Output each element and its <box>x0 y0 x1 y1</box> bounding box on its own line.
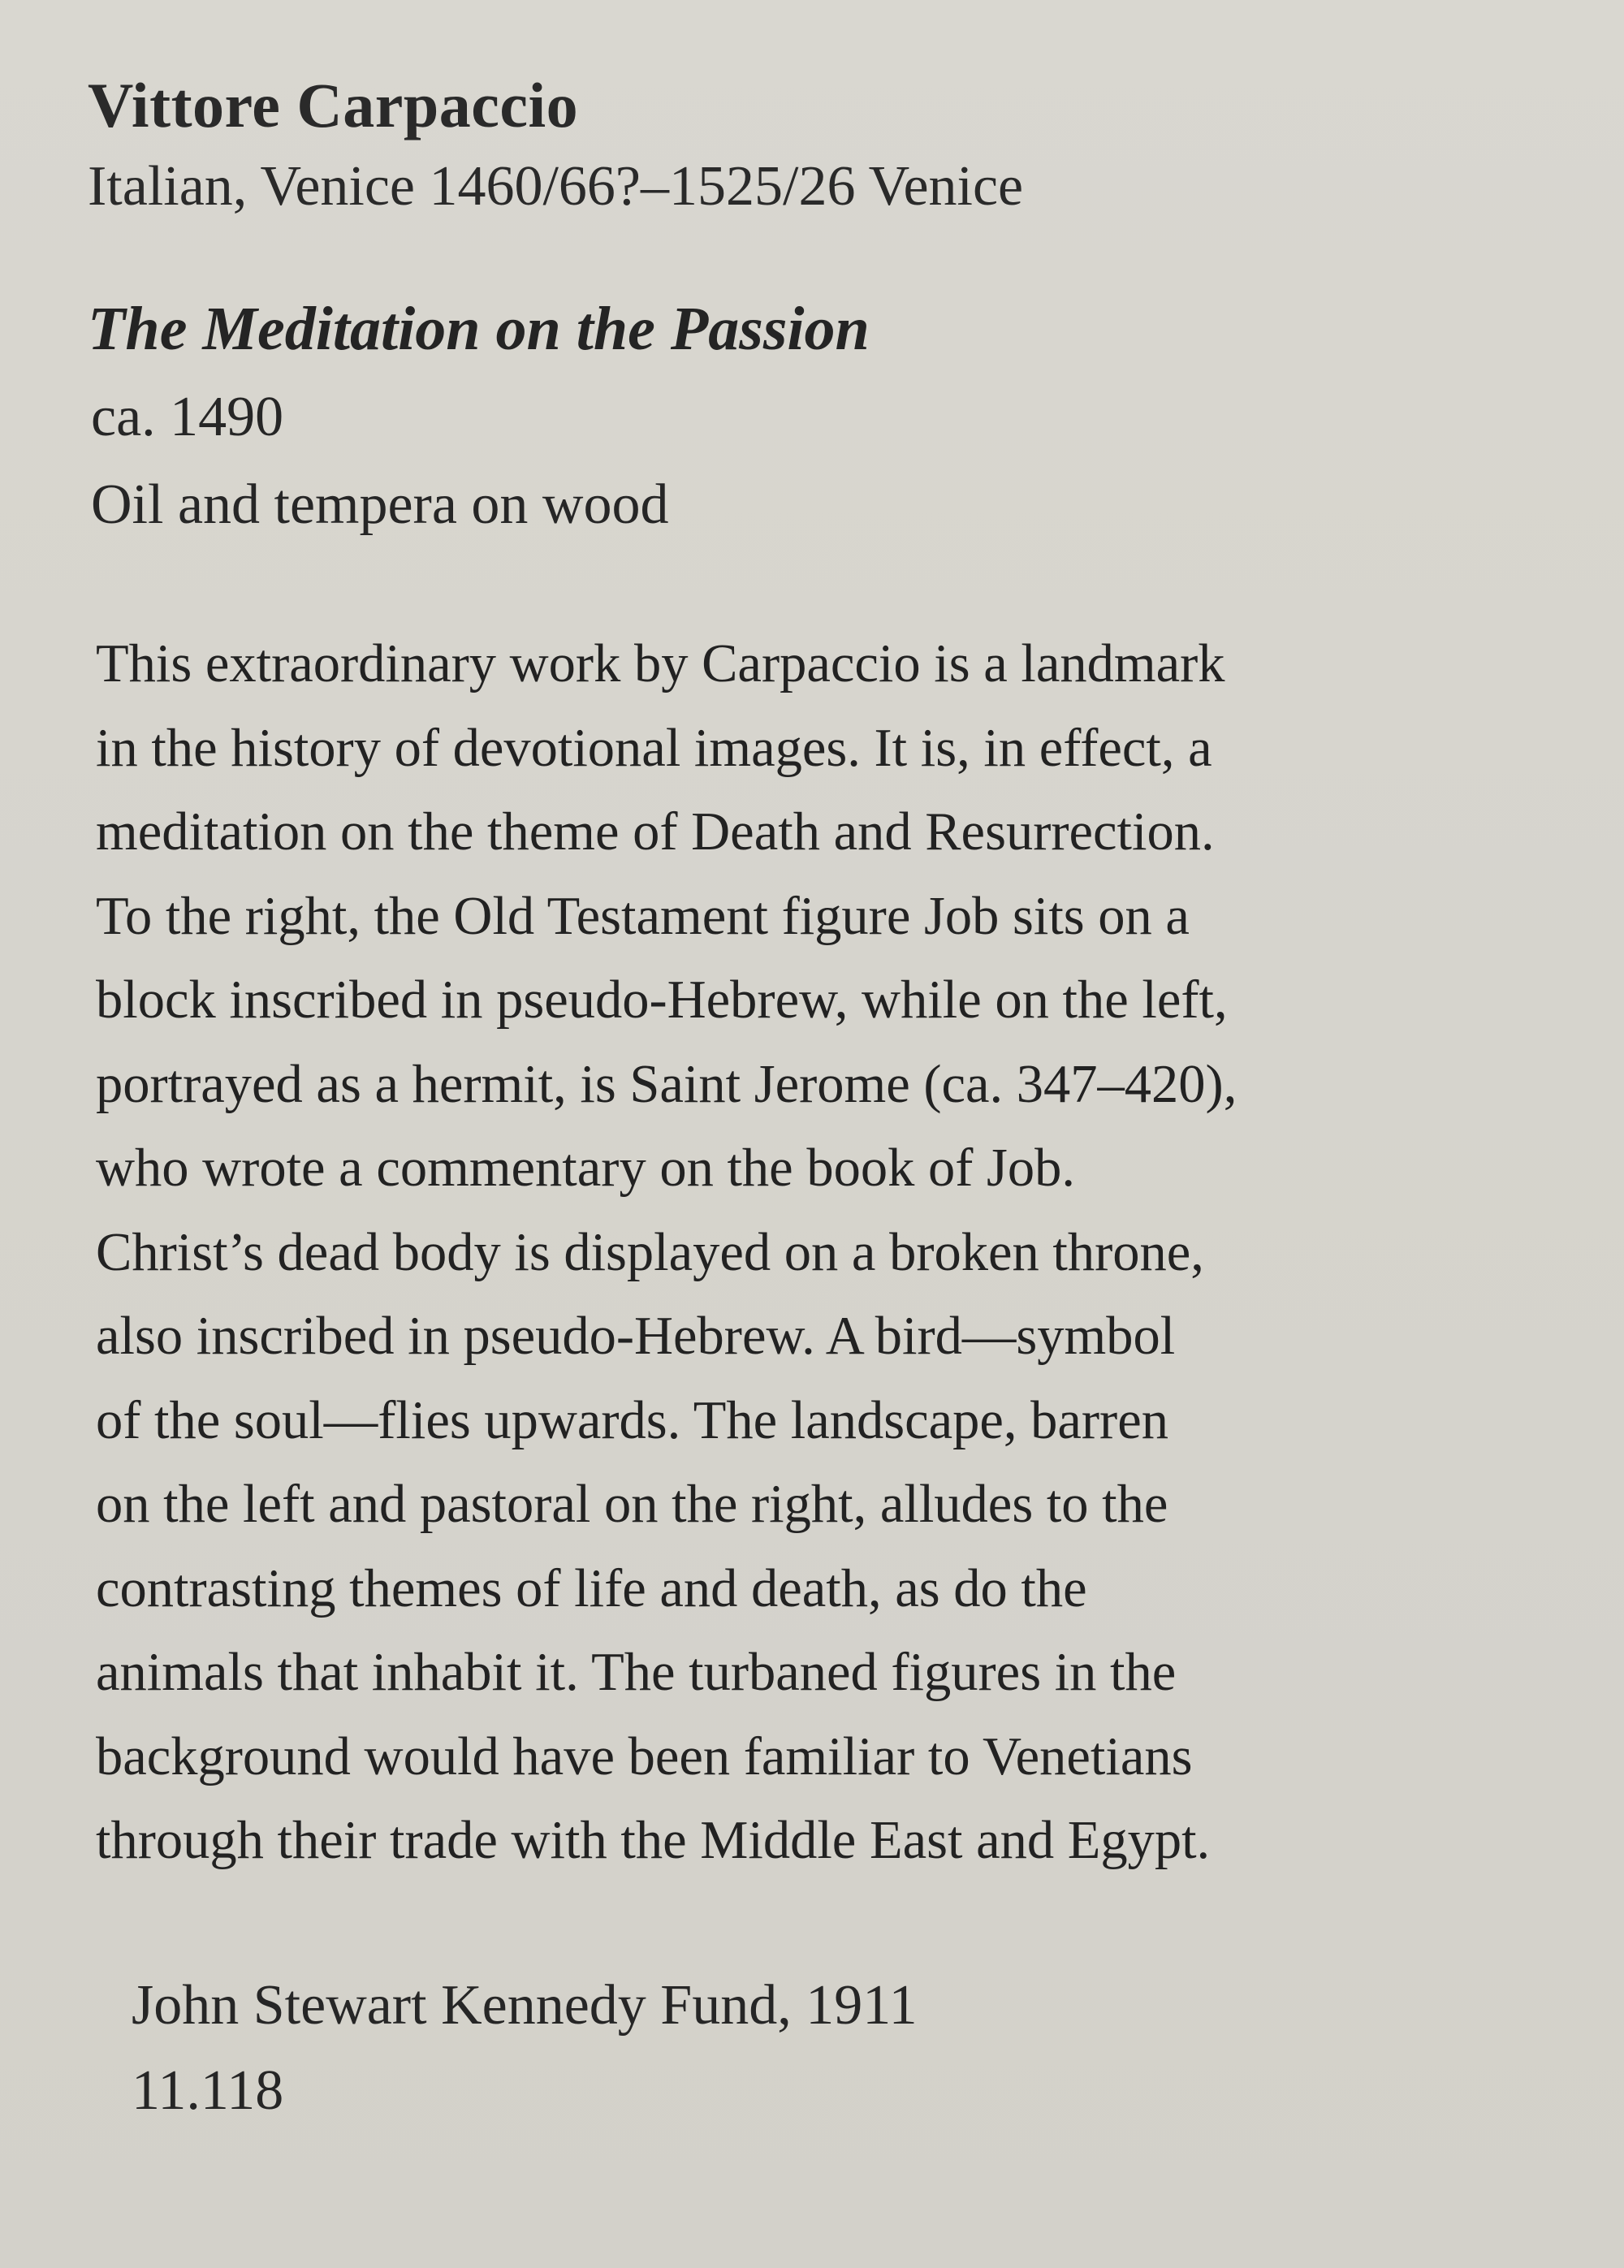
description-line: who wrote a commentary on the book of Job. <box>96 1138 1075 1198</box>
artwork-title: The Meditation on the Passion <box>88 295 870 363</box>
artist-block <box>88 65 1543 227</box>
description-line: contrasting themes of life and death, as do the <box>96 1558 1087 1618</box>
accession-number: 11.118 <box>132 2058 284 2122</box>
description-line: Christ’s dead body is displayed on a broken throne, <box>96 1222 1204 1282</box>
description-line: through their trade with the Middle East and Egypt. <box>96 1811 1211 1870</box>
description-line: on the left and pastoral on the right, alludes to the <box>96 1475 1168 1534</box>
description-line: meditation on the theme of Death and Resurrection. <box>96 802 1215 862</box>
description-line: animals that inhabit it. The turbaned figures in the <box>96 1643 1177 1702</box>
description-line: To the right, the Old Testament figure Job sits on a <box>96 886 1190 946</box>
description-line: This extraordinary work by Carpaccio is a landmark <box>96 634 1225 693</box>
description-line: block inscribed in pseudo-Hebrew, while on the left, <box>96 970 1228 1030</box>
credit-block <box>88 1963 1543 2133</box>
artwork-date: ca. 1490 <box>91 386 284 448</box>
artwork-description <box>88 622 1549 1883</box>
credit-line: John Stewart Kennedy Fund, 1911 <box>132 1973 918 2037</box>
description-line: in the history of devotional images. It is, in effect, a <box>96 718 1212 778</box>
description-line: of the soul—flies upwards. The landscape, barren <box>96 1390 1168 1450</box>
description-line: background would have been familiar to Venetians <box>96 1726 1193 1786</box>
artwork-block <box>88 284 1543 549</box>
artist-bio: Italian, Venice 1460/66?–1525/26 Venice <box>88 155 1024 218</box>
artwork-medium: Oil and tempera on wood <box>91 473 669 536</box>
artist-name: Vittore Carpaccio <box>88 70 579 140</box>
description-line: also inscribed in pseudo-Hebrew. A bird—symbol <box>96 1307 1176 1366</box>
description-line: portrayed as a hermit, is Saint Jerome (ca. 347–420), <box>96 1054 1237 1114</box>
